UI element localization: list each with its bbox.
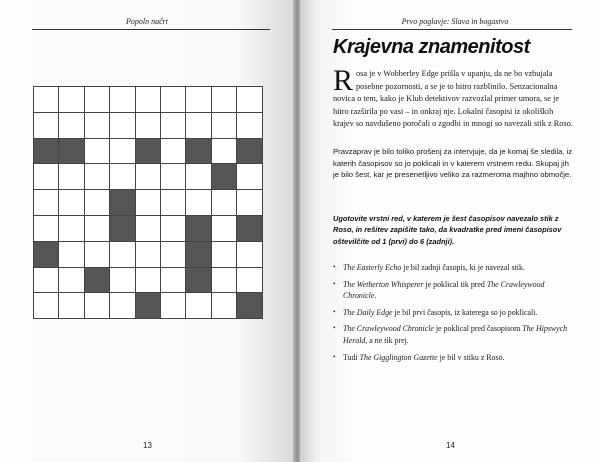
grid-cell [237, 164, 262, 190]
clue-item [333, 262, 578, 274]
grid-cell-shaded [34, 241, 59, 267]
grid-cell [110, 87, 135, 113]
grid-cell [160, 267, 185, 293]
grid-cell-shaded [110, 190, 135, 216]
grid-cell [84, 215, 109, 241]
grid-cell [135, 87, 160, 113]
clue-list [333, 262, 578, 368]
newspaper-name: The Daily Edge [343, 307, 393, 317]
grid-cell [59, 293, 84, 319]
grid-cell [110, 138, 135, 164]
grid-cell [211, 112, 236, 138]
clue-text: je bil zadnji časopis, ki je navezal stik. [401, 263, 525, 272]
grid-row [34, 112, 263, 138]
page-number-right: 14 [446, 441, 455, 450]
grid-cell-shaded [135, 138, 160, 164]
clue-text: je poklical tik pred [423, 279, 487, 289]
grid-row [34, 87, 263, 113]
grid-cell [211, 138, 236, 164]
grid-cell [186, 190, 211, 216]
grid-cell [135, 112, 160, 138]
grid-cell [160, 215, 185, 241]
grid-cell-shaded [237, 293, 262, 319]
grid-cell [84, 138, 109, 164]
grid-cell [34, 112, 59, 138]
grid-cell [34, 215, 59, 241]
grid-cell [211, 293, 236, 319]
clue-text: Tudi [343, 352, 360, 362]
grid-cell [237, 112, 262, 138]
grid-row [34, 267, 263, 293]
grid-cell [84, 87, 109, 113]
clue-text: je bil v stiku z Roso. [437, 352, 505, 362]
grid-cell-shaded [186, 138, 211, 164]
grid-cell-shaded [34, 138, 59, 164]
grid-cell [237, 87, 262, 113]
header-rule-right [332, 29, 572, 30]
bullet-icon: • [333, 307, 336, 316]
clue-item [333, 323, 578, 346]
newspaper-name: The Hipswych Herald [343, 324, 568, 345]
grid-cell [110, 241, 135, 267]
grid-cell [186, 112, 211, 138]
clue-text: . [374, 291, 377, 301]
grid-cell [84, 190, 109, 216]
paragraph-2: Pravzaprav je bilo toliko prošenj za intervjuje, da je komaj še sledila, iz katerih časopisov so jo poklicali in v katerem vrstnem redu. Skupaj jih je bilo šest, kar je presenetljivo veliko za razmeroma majhno območje. [333, 147, 573, 179]
clue-item [333, 279, 578, 302]
grid-cell [237, 267, 262, 293]
grid-cell [186, 87, 211, 113]
grid-cell [160, 190, 185, 216]
header-rule-left [32, 29, 270, 30]
clue-text: je bil prvi časopis, iz katerega so jo poklicali. [392, 307, 538, 317]
paragraph-1 [333, 64, 573, 131]
grid-cell [34, 164, 59, 190]
grid-cell [211, 241, 236, 267]
grid-cell-shaded [237, 215, 262, 241]
grid-cell [34, 293, 59, 319]
grid-cell [160, 112, 185, 138]
puzzle-instructions: Ugotovite vrstni red, v katerem je šest časopisov navezalo stik z Roso, in rešitev zapišite tako, da kvadratke pred imeni časopisov oštevilčite od 1 (prvi) do 6 (zadnji). [333, 214, 562, 246]
grid-cell-shaded [135, 293, 160, 319]
grid-cell [160, 87, 185, 113]
grid-cell [211, 215, 236, 241]
right-page [300, 0, 600, 462]
grid-cell [84, 241, 109, 267]
grid-cell [84, 293, 109, 319]
newspaper-name: The Crawleywood Chronicle [343, 279, 545, 301]
bullet-icon: • [333, 279, 336, 288]
newspaper-name: The Wetherton Whisperer [343, 279, 424, 289]
grid-row [34, 138, 263, 164]
grid-cell [59, 215, 84, 241]
grid-cell [34, 267, 59, 293]
page-number-left: 13 [143, 441, 152, 450]
grid-cell [135, 190, 160, 216]
grid-row [34, 164, 263, 190]
grid-cell [237, 190, 262, 216]
grid-cell [135, 215, 160, 241]
left-page [0, 0, 294, 462]
grid-cell [59, 87, 84, 113]
grid-cell-shaded [186, 241, 211, 267]
bullet-icon: • [333, 263, 336, 271]
grid-cell [211, 267, 236, 293]
drop-cap: R [333, 64, 354, 97]
grid-cell [84, 112, 109, 138]
grid-cell-shaded [186, 215, 211, 241]
grid-cell-shaded [84, 267, 109, 293]
grid-cell-shaded [211, 164, 236, 190]
newspaper-name: The Easterly Echo [343, 263, 402, 272]
grid-cell-shaded [59, 138, 84, 164]
grid-cell [110, 112, 135, 138]
grid-cell [160, 138, 185, 164]
grid-cell [160, 241, 185, 267]
grid-row [34, 215, 263, 241]
newspaper-name: The Gigglington Gazette [359, 352, 438, 362]
grid-cell [211, 190, 236, 216]
clue-item [333, 352, 578, 364]
grid-cell [135, 241, 160, 267]
grid-cell [59, 241, 84, 267]
grid-cell [59, 190, 84, 216]
grid-cell [237, 241, 262, 267]
grid-cell [135, 267, 160, 293]
grid-cell [160, 293, 185, 319]
grid-cell-shaded [186, 267, 211, 293]
grid-cell [84, 164, 109, 190]
grid-cell [135, 164, 160, 190]
grid-cell [59, 112, 84, 138]
running-head-right: Prvo poglavje: Slava in bogastvo [401, 17, 509, 26]
grid-cell [160, 164, 185, 190]
grid-row [34, 293, 263, 319]
grid-cell [34, 87, 59, 113]
grid-cell [110, 267, 135, 293]
grid-cell-shaded [110, 215, 135, 241]
running-head-left: Popoln načrt [126, 17, 168, 26]
grid-cell [59, 267, 84, 293]
grid-cell [110, 293, 135, 319]
bullet-icon: • [333, 352, 336, 361]
paragraph-1-text: osa je v Wobberley Edge prišla v upanju, da ne bo vzbujala posebne pozornosti, a se je to hitro razblinilo. Senzacionalna novica o tem, kako je Klub detektivov razvozlal primer umora, se je hitro razširila po vasi – in onkraj nje. Lokalni časopisi iz okoliških krajev so navdušeno poročali o zgodbi in mnogi so navezali stik z Roso. [333, 69, 573, 129]
clue-item [333, 307, 578, 319]
grid-cell [34, 190, 59, 216]
grid-row [34, 190, 263, 216]
grid-cell [211, 87, 236, 113]
clue-text: , a ne tik prej. [365, 335, 409, 345]
puzzle-grid [33, 86, 263, 319]
grid-cell [59, 164, 84, 190]
bullet-icon: • [333, 324, 336, 333]
grid-cell [110, 164, 135, 190]
newspaper-name: The Crawleywood Chronicle [343, 324, 434, 334]
clue-text: je poklical pred časopisom [433, 324, 523, 334]
grid-cell [186, 293, 211, 319]
grid-cell [186, 164, 211, 190]
chapter-title: Krajevna znamenitost [333, 36, 530, 58]
grid-cell-shaded [237, 138, 262, 164]
grid-row [34, 241, 263, 267]
